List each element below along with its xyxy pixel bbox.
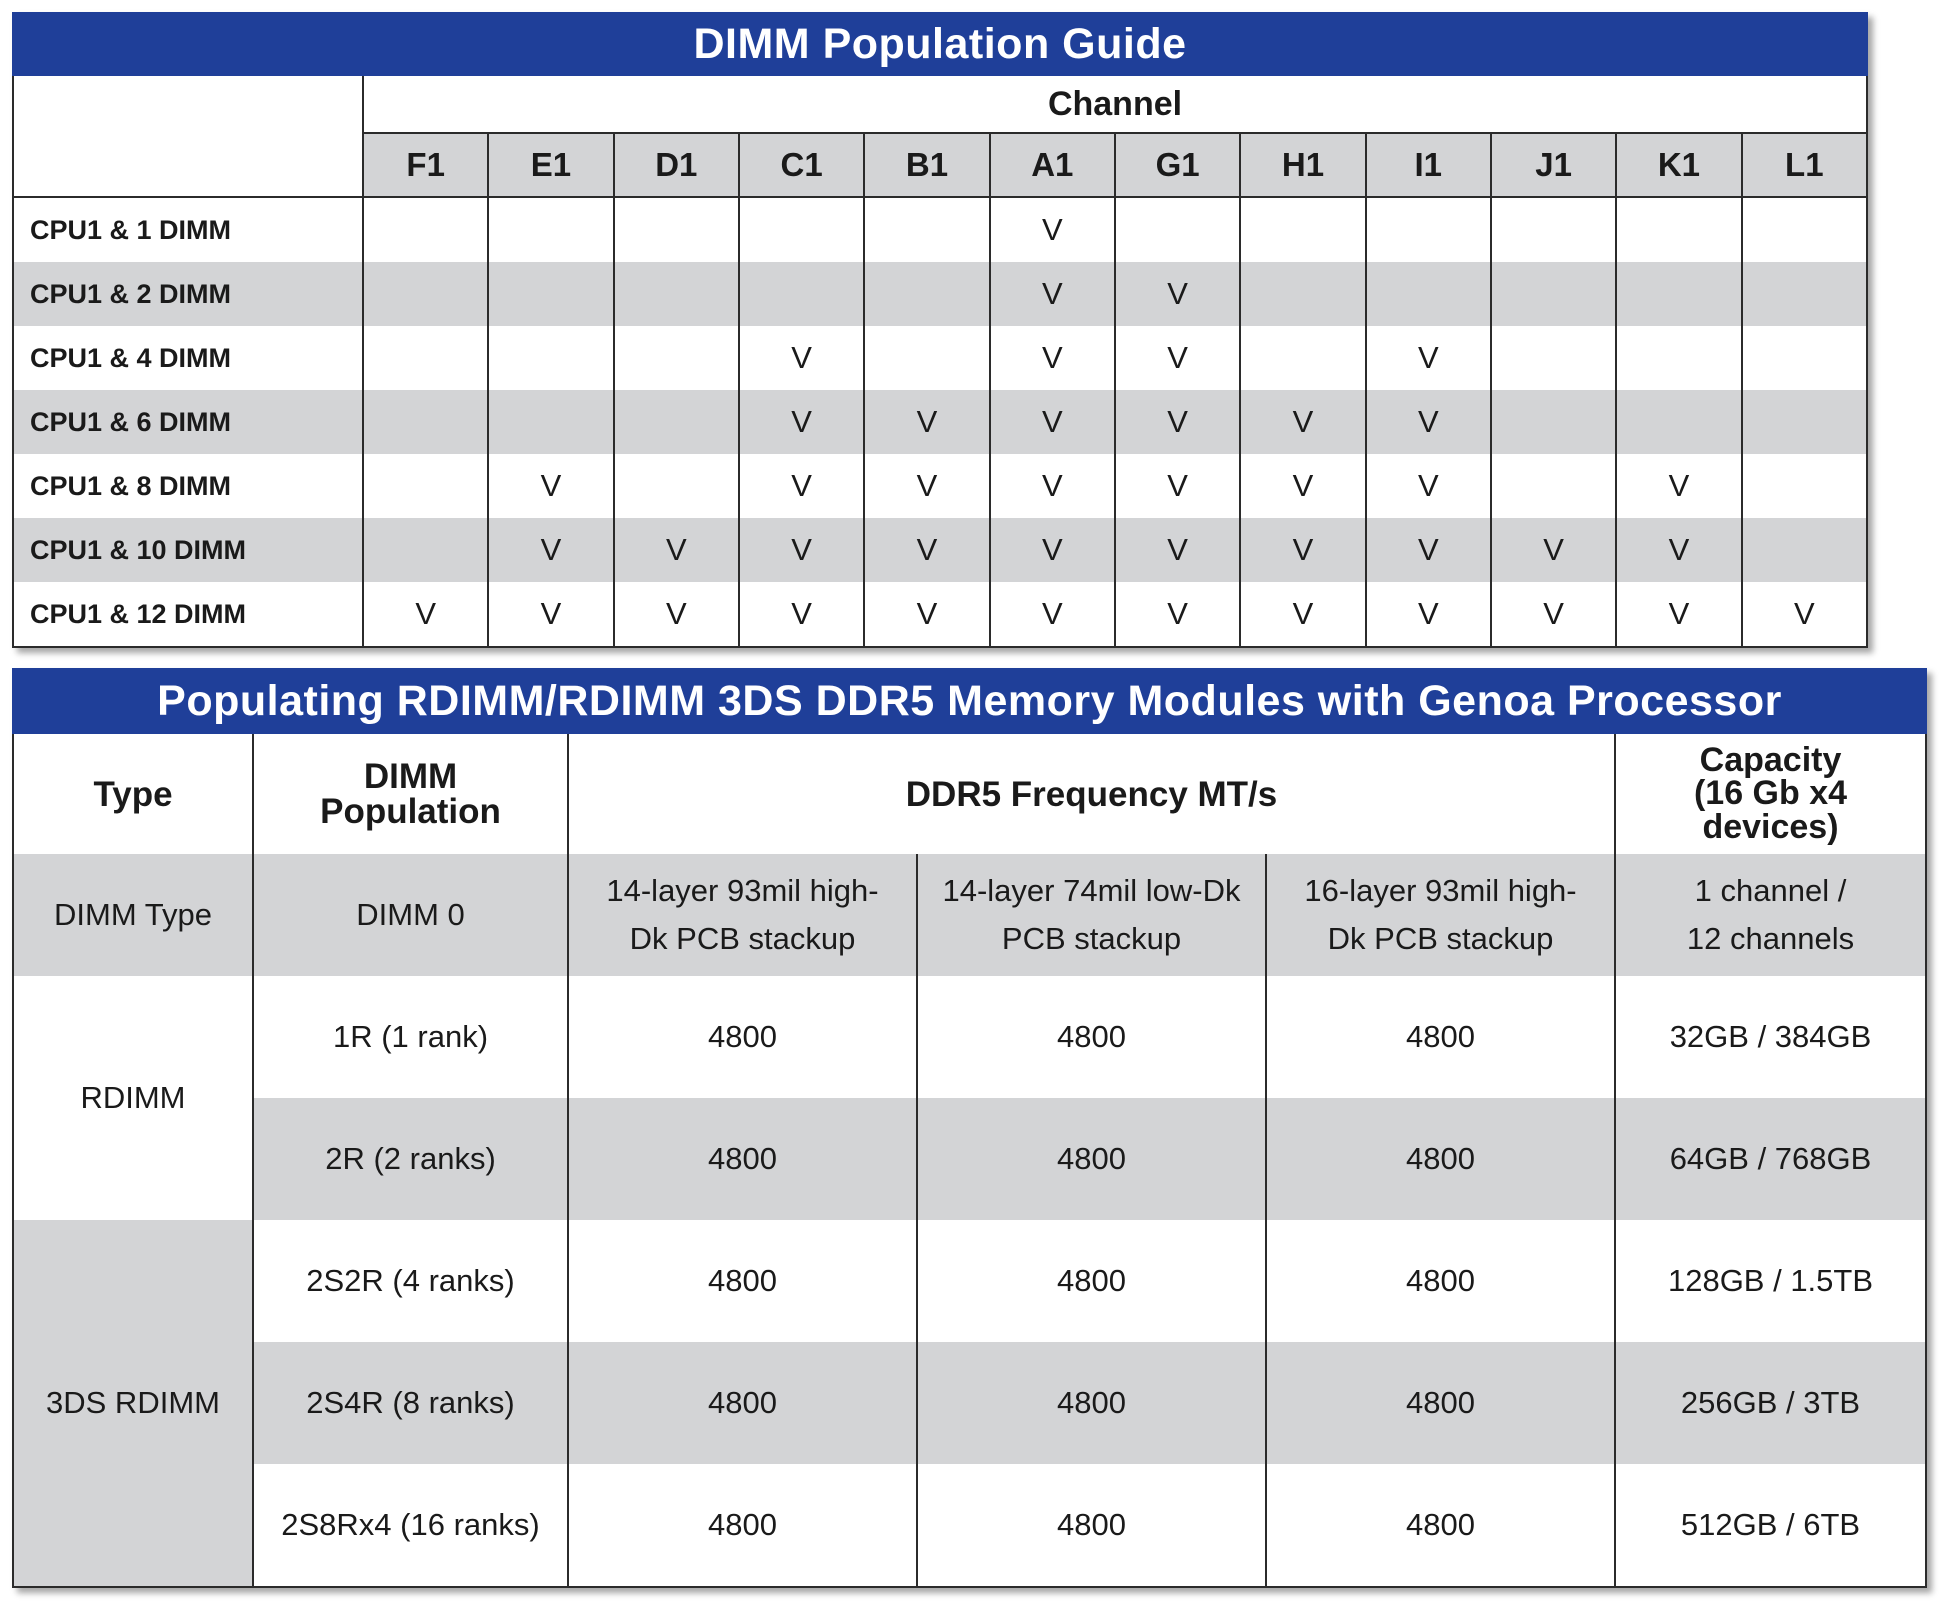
dimm-type-cell: RDIMM xyxy=(13,976,253,1220)
population-cell xyxy=(488,262,613,326)
ddr5-frequency-header: DDR5 Frequency MT/s xyxy=(568,734,1615,854)
population-cell: V xyxy=(739,582,864,647)
channel-column-header: C1 xyxy=(739,133,864,197)
population-cell xyxy=(1742,390,1867,454)
population-cell: V xyxy=(990,390,1115,454)
dimm0-subheader: DIMM 0 xyxy=(253,854,568,976)
population-cell xyxy=(363,197,488,262)
population-cell xyxy=(1742,326,1867,390)
population-cell: V xyxy=(739,454,864,518)
population-cell xyxy=(363,326,488,390)
frequency-cell: 4800 xyxy=(568,1342,917,1464)
channel-column-header: H1 xyxy=(1240,133,1365,197)
population-row xyxy=(13,390,1867,454)
population-cell: V xyxy=(1616,582,1741,647)
population-cell xyxy=(363,454,488,518)
subheader-line: 12 channels xyxy=(1686,921,1855,956)
population-cell: V xyxy=(1115,518,1240,582)
population-cell xyxy=(363,262,488,326)
channel-column-header: I1 xyxy=(1366,133,1491,197)
population-cell: V xyxy=(1115,326,1240,390)
channel-column-header: A1 xyxy=(990,133,1115,197)
channel-column-header: G1 xyxy=(1115,133,1240,197)
frequency-cell: 4800 xyxy=(1266,1342,1615,1464)
population-cell xyxy=(739,197,864,262)
population-guide-table xyxy=(12,76,1868,648)
channel-column-header: F1 xyxy=(363,133,488,197)
channel-column-header: K1 xyxy=(1616,133,1741,197)
dimm-population-header xyxy=(253,734,568,854)
population-row xyxy=(13,454,1867,518)
populating-body xyxy=(13,976,1926,1587)
populating-title: Populating RDIMM/RDIMM 3DS DDR5 Memory Modules with Genoa Processor xyxy=(12,668,1927,734)
population-cell xyxy=(1115,197,1240,262)
population-row-label: CPU1 & 6 DIMM xyxy=(13,390,363,454)
dimm-population-cell: 2S2R (4 ranks) xyxy=(253,1220,568,1342)
type-header: Type xyxy=(93,774,173,814)
population-cell xyxy=(739,262,864,326)
population-cell xyxy=(1616,197,1741,262)
subheader-line: PCB stackup xyxy=(1001,921,1182,956)
population-cell: V xyxy=(990,518,1115,582)
subheader-line: 1 channel / xyxy=(1694,873,1847,908)
population-row xyxy=(13,197,1867,262)
module-row xyxy=(13,1464,1926,1587)
module-row xyxy=(13,976,1926,1098)
population-cell: V xyxy=(1366,390,1491,454)
population-cell xyxy=(488,390,613,454)
frequency-cell: 4800 xyxy=(568,1098,917,1220)
population-guide-body xyxy=(13,197,1867,647)
frequency-cell: 4800 xyxy=(917,1098,1266,1220)
frequency-cell: 4800 xyxy=(568,976,917,1098)
population-cell: V xyxy=(864,582,989,647)
capacity-cell: 128GB / 1.5TB xyxy=(1615,1220,1926,1342)
population-cell xyxy=(1742,262,1867,326)
population-cell: V xyxy=(488,454,613,518)
capacity-cell: 256GB / 3TB xyxy=(1615,1342,1926,1464)
population-cell xyxy=(1616,262,1741,326)
populating-table xyxy=(12,734,1927,1588)
capacity-cell: 32GB / 384GB xyxy=(1615,976,1926,1098)
population-cell xyxy=(614,197,739,262)
population-cell xyxy=(864,197,989,262)
dimm-population-cell: 1R (1 rank) xyxy=(253,976,568,1098)
capacity-header-line: devices) xyxy=(1702,807,1839,846)
dimm-type-cell: 3DS RDIMM xyxy=(13,1220,253,1587)
population-cell xyxy=(1616,390,1741,454)
dimm-population-cell: 2R (2 ranks) xyxy=(253,1098,568,1220)
capacity-header xyxy=(1615,734,1926,854)
population-cell: V xyxy=(990,197,1115,262)
frequency-cell: 4800 xyxy=(917,1342,1266,1464)
frequency-cell: 4800 xyxy=(917,1464,1266,1587)
channel-column-header: D1 xyxy=(614,133,739,197)
population-row-label: CPU1 & 10 DIMM xyxy=(13,518,363,582)
frequency-cell: 4800 xyxy=(1266,1098,1615,1220)
population-cell xyxy=(1491,326,1616,390)
population-cell xyxy=(363,518,488,582)
population-cell: V xyxy=(864,390,989,454)
population-cell xyxy=(1491,390,1616,454)
population-cell xyxy=(1491,262,1616,326)
population-cell: V xyxy=(1115,582,1240,647)
population-cell: V xyxy=(739,518,864,582)
population-cell: V xyxy=(1366,582,1491,647)
dimm-population-cell: 2S4R (8 ranks) xyxy=(253,1342,568,1464)
module-row xyxy=(13,1220,1926,1342)
frequency-cell: 4800 xyxy=(568,1464,917,1587)
population-cell xyxy=(488,326,613,390)
population-cell xyxy=(614,326,739,390)
population-cell: V xyxy=(1240,518,1365,582)
population-cell: V xyxy=(1240,582,1365,647)
population-cell: V xyxy=(1115,262,1240,326)
population-guide-title: DIMM Population Guide xyxy=(12,12,1868,76)
subheader-line: 14-layer 93mil high- xyxy=(606,873,879,908)
population-cell: V xyxy=(614,582,739,647)
population-cell xyxy=(363,390,488,454)
dimm-type-subheader: DIMM Type xyxy=(13,854,253,976)
population-cell xyxy=(864,262,989,326)
frequency-cell: 4800 xyxy=(917,1220,1266,1342)
population-cell: V xyxy=(1742,582,1867,647)
population-cell: V xyxy=(739,326,864,390)
channel-column-header: L1 xyxy=(1742,133,1867,197)
population-cell xyxy=(1491,454,1616,518)
population-cell xyxy=(488,197,613,262)
population-cell xyxy=(1742,197,1867,262)
capacity-cell: 64GB / 768GB xyxy=(1615,1098,1926,1220)
population-cell: V xyxy=(363,582,488,647)
module-row xyxy=(13,1098,1926,1220)
population-cell: V xyxy=(1616,518,1741,582)
population-cell: V xyxy=(1240,390,1365,454)
corner-cell xyxy=(13,76,363,197)
frequency-cell: 4800 xyxy=(1266,976,1615,1098)
freq-subheader-16-layer xyxy=(1266,854,1615,976)
capacity-cell: 512GB / 6TB xyxy=(1615,1464,1926,1587)
population-cell: V xyxy=(1616,454,1741,518)
population-cell: V xyxy=(488,518,613,582)
population-cell: V xyxy=(990,326,1115,390)
capacity-header-line: (16 Gb x4 xyxy=(1693,774,1848,813)
population-cell xyxy=(1240,197,1365,262)
population-cell: V xyxy=(864,454,989,518)
population-cell xyxy=(864,326,989,390)
population-cell xyxy=(1491,197,1616,262)
population-row-label: CPU1 & 4 DIMM xyxy=(30,342,232,373)
capacity-header-line: Capacity xyxy=(1699,741,1842,780)
subheader-line: Dk PCB stackup xyxy=(1327,921,1554,956)
populating-modules-panel xyxy=(12,668,1927,1588)
population-cell xyxy=(1366,262,1491,326)
population-row xyxy=(13,582,1867,647)
population-cell: V xyxy=(614,518,739,582)
frequency-cell: 4800 xyxy=(1266,1220,1615,1342)
frequency-cell: 4800 xyxy=(917,976,1266,1098)
population-cell xyxy=(1742,454,1867,518)
population-cell xyxy=(1240,262,1365,326)
module-row xyxy=(13,1342,1926,1464)
freq-subheader-93mil-high-dk xyxy=(568,854,917,976)
population-cell xyxy=(1742,518,1867,582)
population-cell: V xyxy=(739,390,864,454)
population-row-label: CPU1 & 12 DIMM xyxy=(30,598,247,629)
population-cell: V xyxy=(1491,518,1616,582)
population-cell: V xyxy=(990,582,1115,647)
dimm-population-header-line: Population xyxy=(320,792,501,831)
capacity-subheader xyxy=(1615,854,1926,976)
population-row xyxy=(13,326,1867,390)
channel-column-header: E1 xyxy=(488,133,613,197)
subheader-line: 14-layer 74mil low-Dk xyxy=(942,873,1241,908)
population-cell xyxy=(614,390,739,454)
population-cell: V xyxy=(990,262,1115,326)
population-row-label: CPU1 & 1 DIMM xyxy=(30,214,232,245)
population-cell xyxy=(614,262,739,326)
population-row-label: CPU1 & 2 DIMM xyxy=(13,262,363,326)
population-row xyxy=(13,262,1867,326)
frequency-cell: 4800 xyxy=(1266,1464,1615,1587)
population-row-label: CPU1 & 8 DIMM xyxy=(30,470,232,501)
subheader-line: 16-layer 93mil high- xyxy=(1304,873,1577,908)
dimm-population-cell: 2S8Rx4 (16 ranks) xyxy=(253,1464,568,1587)
channel-column-header: B1 xyxy=(864,133,989,197)
population-cell: V xyxy=(990,454,1115,518)
channel-header: Channel xyxy=(363,76,1867,133)
population-cell: V xyxy=(1491,582,1616,647)
population-cell: V xyxy=(1115,454,1240,518)
population-cell xyxy=(614,454,739,518)
population-cell xyxy=(1366,197,1491,262)
dimm-population-header-line: DIMM xyxy=(363,757,458,796)
population-row xyxy=(13,518,1867,582)
population-cell: V xyxy=(864,518,989,582)
population-cell: V xyxy=(488,582,613,647)
freq-subheader-74mil-low-dk xyxy=(917,854,1266,976)
channel-column-header: J1 xyxy=(1491,133,1616,197)
subheader-line: Dk PCB stackup xyxy=(629,921,856,956)
population-cell: V xyxy=(1115,390,1240,454)
population-cell xyxy=(1240,326,1365,390)
population-cell xyxy=(1616,326,1741,390)
dimm-population-guide-panel xyxy=(12,12,1868,648)
population-cell: V xyxy=(1366,326,1491,390)
frequency-cell: 4800 xyxy=(568,1220,917,1342)
population-cell: V xyxy=(1240,454,1365,518)
population-cell: V xyxy=(1366,518,1491,582)
population-cell: V xyxy=(1366,454,1491,518)
